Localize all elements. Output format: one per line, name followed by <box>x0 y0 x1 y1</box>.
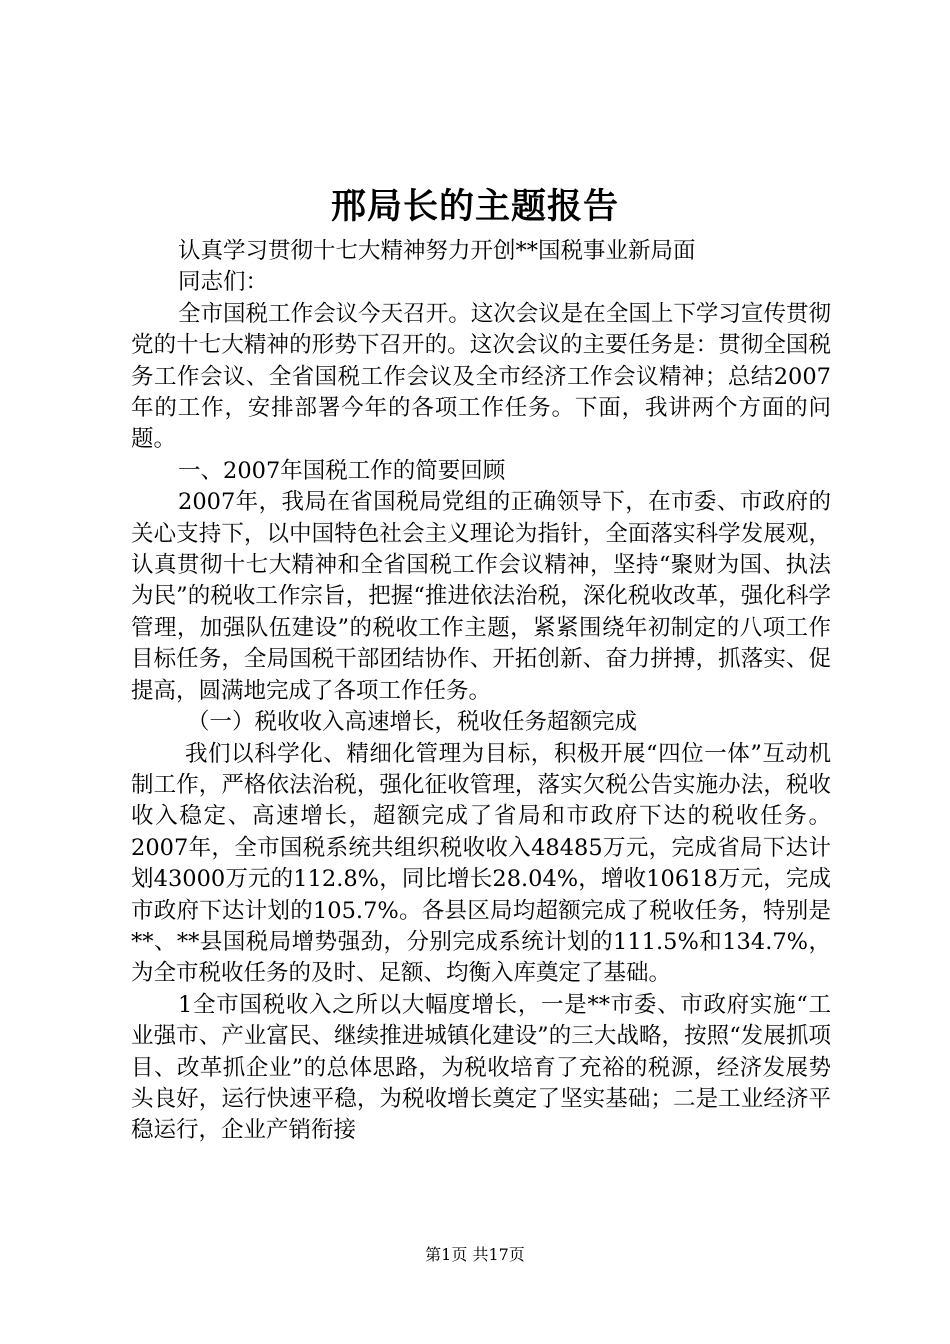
body-paragraph: 1全市国税收入之所以大幅度增长，一是**市委、市政府实施“工业强市、产业富民、继续推进城镇化建设”的三大战略，按照“发展抓项目、改革抓企业”的总体思路，为税收培育了充裕的税源，经济发展势头良好，运行快速平稳，为税收增长奠定了坚实基础；二是工业经济平稳运行，企业产销衔接 <box>131 991 831 1144</box>
body-paragraph: 2007年，我局在省国税局党组的正确领导下，在市委、市政府的关心支持下，以中国特色社会主义理论为指针，全面落实科学发展观，认真贯彻十七大精神和全省国税工作会议精神，坚持“聚财为国、执法为民”的税收工作宗旨，把握“推进依法治税，深化税收改革，强化科学管理，加强队伍建设”的税收工作主题，紧紧围绕年初制定的八项工作目标任务，全局国税干部团结协作、开拓创新、奋力拼搏，抓落实、促提高，圆满地完成了各项工作任务。 <box>131 489 831 704</box>
subsection-heading: （一）税收收入高速增长，税收任务超额完成 <box>187 709 638 736</box>
subtitle-paragraph: 认真学习贯彻十七大精神努力开创**国税事业新局面 <box>178 238 696 264</box>
document-body <box>131 236 831 1147</box>
body-paragraph: 全市国税工作会议今天召开。这次会议是在全国上下学习宣传贯彻党的十七大精神的形势下召开的。这次会议的主要任务是：贯彻全国税务工作会议、全省国税工作会议及全市经济工作会议精神；总结2007年的工作，安排部署今年的各项工作任务。下面，我讲两个方面的问题。 <box>131 300 831 453</box>
section-heading: 一、2007年国税工作的简要回顾 <box>178 457 506 484</box>
document-title: 邢局长的主题报告 <box>330 186 619 227</box>
page-footer: 第1页 共17页 <box>425 1245 525 1264</box>
salutation-paragraph: 同志们： <box>178 269 269 296</box>
body-paragraph: 我们以科学化、精细化管理为目标，积极开展“四位一体”互动机制工作，严格依法治税，强化征收管理，落实欠税公告实施办法，税收收入稳定、高速增长，超额完成了省局和市政府下达的税收任务。2007年，全市国税系统共组织税收收入48485万元，完成省局下达计划43000万元的112.8%，同比增长28.04%，增收10618万元，完成市政府下达计划的105.7%。各县区局均超额完成了税收任务，特别是**、**县国税局增势强劲，分别完成系统计划的111.5%和134.7%，为全市税收任务的及时、足额、均衡入库奠定了基础。 <box>131 740 831 987</box>
